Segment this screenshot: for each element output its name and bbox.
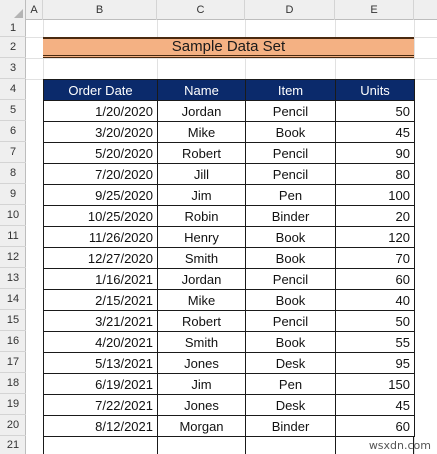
row-header-4[interactable]: 4 <box>0 79 26 100</box>
gridline <box>26 58 437 59</box>
table-row <box>44 248 415 269</box>
item-cell[interactable]: Book <box>246 290 336 311</box>
order-date-cell[interactable]: 4/20/2021 <box>44 332 158 353</box>
table-body <box>44 101 415 437</box>
item-cell[interactable]: Book <box>246 122 336 143</box>
order-date-cell[interactable]: 8/12/2021 <box>44 416 158 437</box>
table-row <box>44 185 415 206</box>
border-line <box>335 436 336 454</box>
table-row <box>44 374 415 395</box>
row-header-20[interactable]: 20 <box>0 415 26 436</box>
select-all-corner[interactable] <box>0 0 26 20</box>
order-date-cell[interactable]: 12/27/2020 <box>44 248 158 269</box>
order-date-cell[interactable]: 5/13/2021 <box>44 353 158 374</box>
units-cell[interactable]: 45 <box>336 395 415 416</box>
table-row <box>44 269 415 290</box>
item-cell[interactable]: Desk <box>246 395 336 416</box>
table-row <box>44 101 415 122</box>
item-cell[interactable]: Book <box>246 332 336 353</box>
units-cell[interactable]: 45 <box>336 122 415 143</box>
item-cell[interactable]: Desk <box>246 353 336 374</box>
header-name[interactable]: Name <box>158 80 246 101</box>
name-cell[interactable]: Mike <box>158 122 246 143</box>
item-cell[interactable]: Pencil <box>246 143 336 164</box>
column-header-c[interactable]: C <box>157 0 245 20</box>
table-row <box>44 206 415 227</box>
row-header-2[interactable]: 2 <box>0 37 26 58</box>
table-row <box>44 164 415 185</box>
table-row <box>44 122 415 143</box>
name-cell[interactable]: Mike <box>158 290 246 311</box>
column-header-a[interactable]: A <box>26 0 43 20</box>
border-line <box>245 436 246 454</box>
header-item[interactable]: Item <box>246 80 336 101</box>
name-cell[interactable]: Robert <box>158 143 246 164</box>
order-date-cell[interactable]: 11/26/2020 <box>44 227 158 248</box>
units-cell[interactable]: 80 <box>336 164 415 185</box>
item-cell[interactable]: Pencil <box>246 164 336 185</box>
name-cell[interactable]: Jones <box>158 353 246 374</box>
units-cell[interactable]: 60 <box>336 269 415 290</box>
table-row <box>44 353 415 374</box>
data-table <box>43 79 415 437</box>
column-header-e[interactable]: E <box>335 0 414 20</box>
order-date-cell[interactable]: 5/20/2020 <box>44 143 158 164</box>
row-header-13[interactable]: 13 <box>0 268 26 289</box>
column-header-d[interactable]: D <box>245 0 335 20</box>
item-cell[interactable]: Pencil <box>246 311 336 332</box>
header-order-date[interactable]: Order Date <box>44 80 158 101</box>
name-cell[interactable]: Jill <box>158 164 246 185</box>
order-date-cell[interactable]: 6/19/2021 <box>44 374 158 395</box>
order-date-cell[interactable]: 1/16/2021 <box>44 269 158 290</box>
units-cell[interactable]: 50 <box>336 101 415 122</box>
order-date-cell[interactable]: 10/25/2020 <box>44 206 158 227</box>
units-cell[interactable]: 90 <box>336 143 415 164</box>
row-header-12[interactable]: 12 <box>0 247 26 268</box>
units-cell[interactable]: 150 <box>336 374 415 395</box>
order-date-cell[interactable]: 3/20/2020 <box>44 122 158 143</box>
units-cell[interactable]: 55 <box>336 332 415 353</box>
units-cell[interactable]: 60 <box>336 416 415 437</box>
order-date-cell[interactable]: 9/25/2020 <box>44 185 158 206</box>
name-cell[interactable]: Jordan <box>158 101 246 122</box>
order-date-cell[interactable]: 2/15/2021 <box>44 290 158 311</box>
name-cell[interactable]: Henry <box>158 227 246 248</box>
column-header-bar <box>0 0 437 20</box>
name-cell[interactable]: Robin <box>158 206 246 227</box>
order-date-cell[interactable]: 1/20/2020 <box>44 101 158 122</box>
table-row <box>44 143 415 164</box>
order-date-cell[interactable]: 7/22/2021 <box>44 395 158 416</box>
table-row <box>44 395 415 416</box>
row-header-21[interactable]: 21 <box>6 439 20 451</box>
row-header-7[interactable]: 7 <box>0 142 26 163</box>
border-line <box>157 436 158 454</box>
row-header-9[interactable]: 9 <box>0 184 26 205</box>
row-header-14[interactable]: 14 <box>0 289 26 310</box>
row-header-17[interactable]: 17 <box>0 352 26 373</box>
name-cell[interactable]: Jordan <box>158 269 246 290</box>
header-units[interactable]: Units <box>336 80 415 101</box>
border-line <box>43 436 44 454</box>
item-cell[interactable]: Binder <box>246 206 336 227</box>
row-header-15[interactable]: 15 <box>0 310 26 331</box>
row-header-10[interactable]: 10 <box>0 205 26 226</box>
row-header-bar <box>0 20 26 454</box>
name-cell[interactable]: Smith <box>158 248 246 269</box>
name-cell[interactable]: Jones <box>158 395 246 416</box>
item-cell[interactable]: Pencil <box>246 101 336 122</box>
units-cell[interactable]: 100 <box>336 185 415 206</box>
table-row <box>44 311 415 332</box>
row-header-16[interactable]: 16 <box>0 331 26 352</box>
units-cell[interactable]: 95 <box>336 353 415 374</box>
units-cell[interactable]: 70 <box>336 248 415 269</box>
name-cell[interactable]: Smith <box>158 332 246 353</box>
item-cell[interactable]: Pen <box>246 185 336 206</box>
title-cell[interactable] <box>43 37 414 58</box>
name-cell[interactable]: Robert <box>158 311 246 332</box>
name-cell[interactable]: Jim <box>158 185 246 206</box>
table-row <box>44 227 415 248</box>
name-cell[interactable]: Morgan <box>158 416 246 437</box>
row-header-1[interactable]: 1 <box>0 20 26 37</box>
units-cell[interactable]: 120 <box>336 227 415 248</box>
table-header-row <box>44 80 415 101</box>
select-all-icon <box>14 9 23 18</box>
units-cell[interactable]: 20 <box>336 206 415 227</box>
item-cell[interactable]: Book <box>246 248 336 269</box>
table-row <box>44 416 415 437</box>
column-header-b[interactable]: B <box>43 0 157 20</box>
row-header-5[interactable]: 5 <box>0 100 26 121</box>
order-date-cell[interactable]: 7/20/2020 <box>44 164 158 185</box>
order-date-cell[interactable]: 3/21/2021 <box>44 311 158 332</box>
watermark: wsxdn.com <box>368 439 431 452</box>
item-cell[interactable]: Binder <box>246 416 336 437</box>
column-header-f[interactable] <box>414 0 437 20</box>
sheet-title: Sample Data Set <box>171 38 286 55</box>
units-cell[interactable]: 40 <box>336 290 415 311</box>
row-header-11[interactable]: 11 <box>0 226 26 247</box>
item-cell[interactable]: Pencil <box>246 269 336 290</box>
table-row <box>44 290 415 311</box>
name-cell[interactable]: Jim <box>158 374 246 395</box>
row-header-3[interactable]: 3 <box>0 58 26 79</box>
item-cell[interactable]: Pen <box>246 374 336 395</box>
item-cell[interactable]: Book <box>246 227 336 248</box>
table-row <box>44 332 415 353</box>
units-cell[interactable]: 50 <box>336 311 415 332</box>
row-header-19[interactable]: 19 <box>0 394 26 415</box>
row-header-8[interactable]: 8 <box>0 163 26 184</box>
table-overflow-borders <box>43 436 414 454</box>
row-header-18[interactable]: 18 <box>0 373 26 394</box>
row-header-6[interactable]: 6 <box>0 121 26 142</box>
